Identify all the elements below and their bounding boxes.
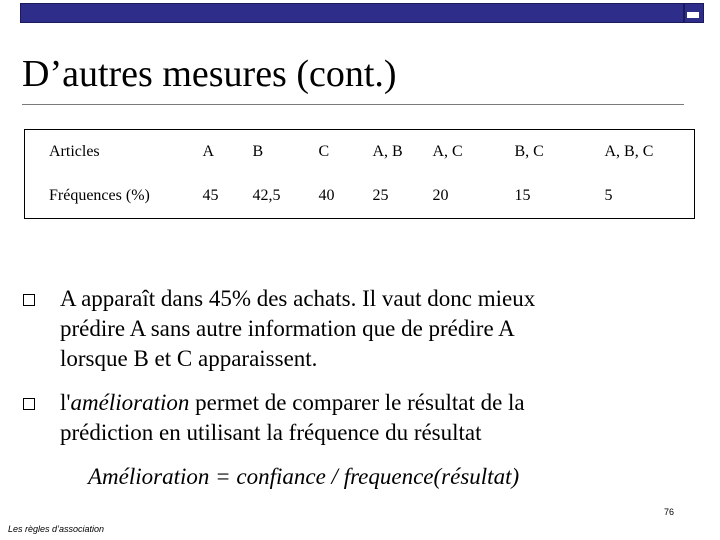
- table-cell: B: [252, 143, 264, 160]
- bullet-line: A apparaît dans 45% des achats. Il vaut donc mieux: [60, 286, 536, 311]
- table-row: [25, 174, 695, 219]
- bullet-text: [60, 284, 690, 374]
- footer-text: Les règles d’association: [8, 524, 105, 534]
- bullet-prefix: l': [60, 390, 71, 415]
- table-cell: 15: [514, 187, 531, 204]
- table-cell: C: [318, 143, 330, 160]
- table-cell: Fréquences (%): [49, 187, 150, 204]
- table-cell: 42,5: [252, 187, 281, 204]
- formula: Amélioration = confiance / frequence(résultat): [88, 464, 520, 489]
- table-cell: A, C: [432, 143, 463, 160]
- title-banner-bar: [20, 3, 684, 23]
- table-cell: A, B, C: [604, 143, 654, 160]
- bullet-line: lorsque B et C apparaissent.: [60, 346, 318, 371]
- hollow-square-icon: [23, 398, 35, 410]
- bullet-line: prédire A sans autre information que de prédire A: [60, 316, 515, 341]
- bullet-text: [60, 388, 690, 448]
- table-cell: 25: [372, 187, 389, 204]
- table-cell: Articles: [49, 143, 100, 160]
- frequency-table: [24, 129, 695, 219]
- table-cell: 40: [318, 187, 335, 204]
- bullet-line: [60, 388, 690, 418]
- table-cell: B, C: [514, 143, 544, 160]
- hollow-square-icon: [23, 294, 35, 306]
- bullet-line: prédiction en utilisant la fréquence du résultat: [60, 420, 482, 445]
- title-divider: [22, 104, 684, 105]
- table-cell: 20: [432, 187, 449, 204]
- table-cell: 5: [604, 187, 613, 204]
- table-cell: A, B: [372, 143, 403, 160]
- page-number: 76: [664, 507, 675, 517]
- bullet-text-rest: permet de comparer le résultat de la: [189, 390, 525, 415]
- emphasized-term: amélioration: [70, 390, 190, 415]
- table-cell: 45: [202, 187, 219, 204]
- table-cell: A: [202, 143, 215, 160]
- slide-title: D’autres mesures (cont.): [22, 53, 397, 95]
- corner-decoration: [684, 3, 704, 23]
- table-header-row: [25, 130, 695, 175]
